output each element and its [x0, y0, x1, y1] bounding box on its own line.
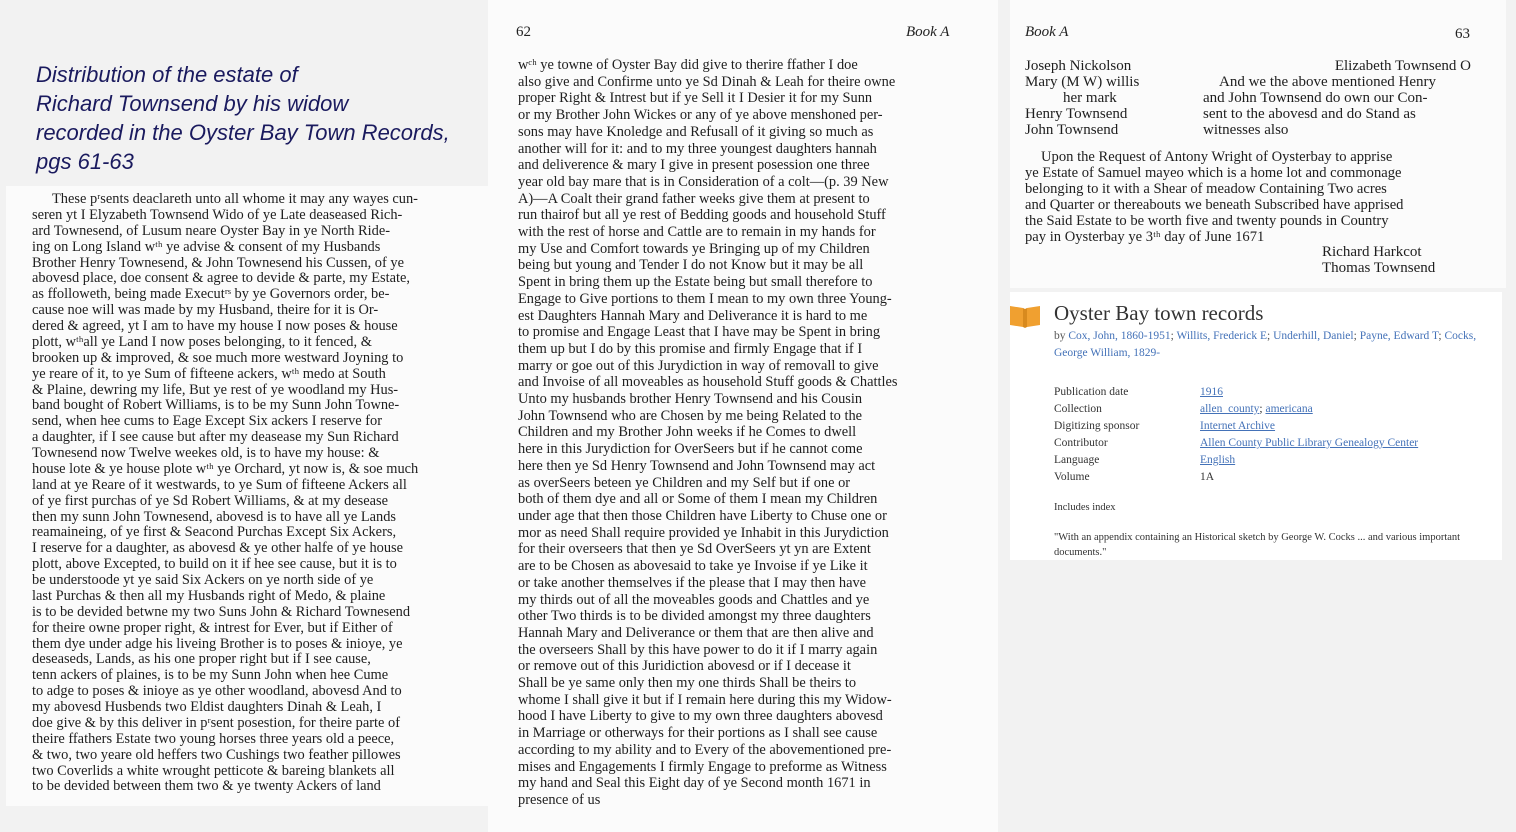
text-line: & Plaine, dewring my life, But ye rest of ye woodland my Hus-	[32, 381, 399, 398]
text-line: pay in Oysterbay ye 3ᵗʰ day of June 1671	[1025, 229, 1265, 246]
text-line: brooken up & improved, & soe much more westward Joyning to	[32, 349, 404, 366]
text-line: send, when hee cums to Eage Except Six ackers I reserve for	[32, 413, 383, 430]
running-head-63: Book A	[1025, 24, 1069, 40]
text-line: est Daughters Hannah Mary and Deliverance it is hard to me	[518, 307, 868, 324]
caption	[36, 60, 496, 176]
text-line: A)—A Coalt their grand father weeks give them at present to	[518, 190, 870, 207]
consent-line: And we the above mentioned Henry	[1219, 74, 1437, 90]
text-line: and Invoise of all moveables as household Stuff goods & Chattles	[518, 374, 898, 391]
text-line: another will for it: and to my three youngest daughters hannah	[518, 140, 877, 157]
open-book-icon	[1008, 303, 1042, 329]
page-62-text	[518, 57, 968, 809]
text-line: plott, above Excepted, to build on it if hee see cause, but it is to	[32, 556, 397, 573]
text-line: as overSeers beteen ye Children and my Self but if one or	[518, 474, 851, 491]
caption-line: Distribution of the estate of	[36, 62, 298, 87]
meta-row: Collection allen_county; americana	[1054, 401, 1418, 418]
text-line: or my Brother John Wickes or any of ye above menshoned per-	[518, 107, 883, 124]
text-line: are to be Chosen as abovesaid to take ye Invoise if ye Like it	[518, 558, 868, 575]
catalog-metadata	[1054, 384, 1418, 486]
text-line: to adge to poses & inioye as ye other woodland, abovesd And to	[32, 683, 402, 700]
text-line: presence of us	[518, 791, 601, 808]
text-line: the Said Estate to be worth five and twenty pounds in Country	[1025, 213, 1389, 230]
text-line: other Two thirds is to be divided amongst my three daughters	[518, 608, 871, 625]
contributor-link[interactable]: Allen County Public Library Genealogy Center	[1200, 437, 1419, 449]
signature-line: Joseph Nickolson	[1025, 58, 1132, 74]
text-line: land at ye Reare of it westwards, to ye Sum of fifteene Ackers all	[32, 476, 407, 493]
text-line: as ffolloweth, being made Executʳˢ by ye Governors order, be-	[32, 286, 390, 303]
text-line: year old bay mare that is in Consideration of a colt—(p. 39 New	[518, 173, 889, 190]
meta-label: Volume	[1054, 471, 1090, 483]
language-link[interactable]: English	[1200, 454, 1236, 466]
text-line: & two, two yeare old heffers two Cushings two feather pillowes	[32, 746, 401, 763]
signature-line: Elizabeth Townsend O	[1334, 58, 1471, 74]
text-line: under age that then those Children have Liberty to Chuse one or	[518, 507, 887, 524]
text-line: for theire owne proper right, & intrest for Ever, but if Either of	[32, 619, 393, 636]
text-line: and Quarter or thereabouts we beneath Subscribed have apprised	[1025, 197, 1404, 214]
text-line: theire ffathers Estate two young horses three years old a peece,	[32, 730, 395, 747]
text-line: in Marriage or otherways for their portions as I shall see cause	[518, 725, 878, 742]
author-link[interactable]: Payne, Edward T	[1359, 330, 1439, 342]
meta-label: Publication date	[1054, 386, 1129, 398]
text-line: them dye under adge his liveing Brother is to poses & inioye, ye	[32, 635, 403, 652]
text-line: be understoode yt ye said Six Ackers on ye north side of ye	[32, 572, 374, 588]
text-line: to promise and Engage Least that I have may be Spent in bring	[518, 324, 881, 341]
consent-line: witnesses also	[1203, 122, 1289, 138]
text-line: I reserve for a daughter, as abovesd & ye other halfe of ye house	[32, 540, 404, 557]
meta-label: Collection	[1054, 403, 1102, 415]
signature-line: Mary (M W) willis	[1025, 74, 1140, 90]
meta-label: Language	[1054, 454, 1100, 466]
text-line: abovesd place, doe consent & agree to devide & parte, my Estate,	[32, 270, 411, 287]
text-line: wᶜʰ ye towne of Oyster Bay did give to therire ffather I doe	[518, 57, 858, 73]
text-line: my thirds out of all the moveables goods and Chattles and ye	[518, 591, 870, 608]
text-line: here in this Jurydiction for OverSeers but if he cannot come	[518, 441, 863, 458]
text-line: Brother Henry Townesend, & John Townesend his Cussen, of ye	[32, 254, 404, 271]
signature-line: John Townsend	[1025, 122, 1119, 138]
text-line: cause noe will was made by my Husband, theire for it is Or-	[32, 302, 379, 319]
catalog-title: Oyster Bay town records	[1054, 301, 1264, 325]
text-line: with the rest of horse and Cattle are to remain in my hands for	[518, 224, 876, 241]
text-line: both of them dye and all or Some of them I mean my Children	[518, 491, 878, 508]
consent-block	[1203, 58, 1471, 138]
text-line: mises and Engagements I firmly Engage to preforme as Witness	[518, 758, 887, 775]
text-line: Children and my Brother John weeks if he Comes to dwell	[518, 424, 857, 441]
consent-line: and John Townsend do own our Con-	[1203, 90, 1428, 106]
appendix-note: "With an appendix containing an Historical sketch by George W. Cocks ... and various important documents."	[1054, 532, 1461, 558]
meta-row	[1054, 469, 1418, 486]
catalog-authors: by Cox, John, 1860-1951; Willits, Frederick E; Underhill, Daniel; Payne, Edward T; Cocks, George William, 1829-	[1054, 330, 1477, 359]
text-line: is to be devided betwne my two Suns John & Richard Townesend	[32, 603, 411, 620]
text-line: house lote & ye house plote wᵗʰ ye Orchard, yt now is, & soe much	[32, 460, 419, 477]
signature-line: her mark	[1063, 90, 1117, 106]
text-line: John Townsend who are Chosen by me being Related to the	[518, 407, 863, 424]
text-line: marry or goe out of this Jurydiction in way of removall to give	[518, 357, 879, 374]
text-line: Upon the Request of Antony Wright of Oysterbay to apprise	[1041, 149, 1393, 165]
text-line: to be devided between them two & ye twenty Ackers of land	[32, 778, 381, 795]
text-line: also give and Confirme unto ye Sd Dinah & Leah for theire owne	[518, 73, 896, 90]
signature-line: Thomas Townsend	[1322, 260, 1436, 276]
text-line: dered & agreed, yt I am to have my house I now poses & house	[32, 318, 398, 334]
by-label: by	[1054, 330, 1069, 342]
volume-value: 1A	[1200, 471, 1215, 483]
text-line: run thairof but all ye rest of Bedding goods and household Stuff	[518, 207, 886, 224]
text-line: them up but I do by this promise and firmly Engage that if I	[518, 340, 863, 357]
meta-row	[1054, 418, 1418, 435]
text-line: deseaseds, Lands, as his one proper right but if I see cause,	[32, 651, 371, 668]
text-line: Shall be ye same only then my one thirds Shall be theirs to	[518, 675, 857, 692]
text-line: two Coverlids a white wrought petticote & bareing blankets all	[32, 762, 395, 779]
text-line: my Use and Comfort towards ye Bringing up of my Children	[518, 240, 870, 257]
running-head-62: Book A	[906, 24, 950, 40]
text-line: ing on Long Island wᵗʰ ye advise & consent of my Husbands	[32, 238, 381, 255]
text-line: of ye first purchas of ye Sd Robert Williams, & at my desease	[32, 492, 389, 509]
page-number-63: 63	[1455, 26, 1470, 42]
caption-line: pgs 61-63	[36, 149, 134, 174]
author-link[interactable]: Cocks, George William, 1829-	[1054, 330, 1477, 359]
text-line: sons may have Knoledge and Refusall of it giving so much as	[518, 123, 874, 140]
text-line: hood I have Liberty to give to my own three daughters abovesd	[518, 708, 883, 725]
text-line: These pʳsents deaclareth unto all whome it may any wayes cun-	[52, 191, 418, 207]
author-link[interactable]: Willits, Frederick E	[1176, 330, 1268, 342]
text-line: tenn ackers of plaines, is to be my Sunn John when hee Cume	[32, 667, 389, 684]
text-line: Hannah Mary and Deliverance or them that are then alive and	[518, 624, 874, 641]
text-line: ye reare of it, to ye Sum of fifteene ackers, wᵗʰ medo at South	[32, 365, 386, 382]
text-line: belonging to it with a Shear of meadow Containing Two acres	[1025, 181, 1387, 198]
text-line: proper Right & Intrest but if ye Sell it I Desier it for my Sunn	[518, 90, 873, 107]
text-line: Unto my husbands brother Henry Townsend and his Cousin	[518, 391, 863, 408]
appraisal-paragraph	[1025, 149, 1471, 246]
text-line: band bought of Robert Williams, is to be my Sunn John Towne-	[32, 397, 400, 414]
text-line: Spent in bring them up the Estate being but small therefore to	[518, 274, 873, 291]
text-line: Townesend now Twelve weekes old, is to have my house: &	[32, 445, 380, 461]
witness-signatures	[1025, 58, 1139, 138]
meta-label: Digitizing sponsor	[1054, 420, 1140, 432]
text-line: mor as need Shall require provided ye Inhabit in this Jurydiction	[518, 524, 889, 541]
includes-index-note: Includes index	[1054, 502, 1116, 513]
closing-signatures	[1322, 244, 1435, 276]
text-line: ye Estate of Samuel mayeo which is a home lot and commonage	[1025, 165, 1402, 182]
collection-link[interactable]: allen_county	[1200, 403, 1260, 415]
text-line: here then ye Sd Henry Townsend and John Townsend may act	[518, 457, 876, 474]
meta-row	[1054, 435, 1418, 452]
collection-link[interactable]: americana	[1265, 403, 1313, 415]
text-line: according to my ability and to Every of the abovementioned pre-	[518, 741, 892, 758]
signature-line: Henry Townsend	[1025, 106, 1128, 122]
sponsor-link[interactable]: Internet Archive	[1200, 420, 1276, 432]
signature-line: Richard Harkcot	[1322, 244, 1422, 260]
text-line: and deliverence & mary I give in present posession one three	[518, 157, 870, 174]
caption-line: Richard Townsend by his widow	[36, 91, 349, 116]
page-number-62: 62	[516, 24, 531, 40]
meta-label: Contributor	[1054, 437, 1108, 449]
text-line: a daughter, if I see cause but after my deasease my Sun Richard	[32, 429, 399, 446]
publication-date-link[interactable]: 1916	[1200, 386, 1223, 398]
text-line: Engage to Give portions to them I mean to my own three Young-	[518, 290, 892, 307]
text-line: whome I shall give it but if I remain here during this my Widow-	[518, 691, 892, 708]
consent-line: sent to the abovesd and do Stand as	[1203, 106, 1416, 122]
text-line: seren yt I Elyzabeth Townsend Wido of ye Late deaseased Rich-	[32, 206, 403, 223]
caption-line: recorded in the Oyster Bay Town Records,	[36, 120, 450, 145]
meta-row	[1054, 384, 1418, 401]
author-link[interactable]: Underhill, Daniel	[1273, 330, 1354, 342]
text-line: last Purchas & then all my Husbands right of Medo, & plaine	[32, 587, 386, 604]
author-link[interactable]: Cox, John, 1860-1951	[1068, 330, 1171, 342]
text-line: the overseers Shall by this have power to do it if I marry again	[518, 641, 878, 658]
page-61-text	[32, 192, 484, 795]
text-line: reamaineing, of ye first & Seacond Purchas Except Six Ackers,	[32, 524, 397, 541]
text-line: ard Townesend, of Lusum neare Oyster Bay in ye North Ride-	[32, 222, 391, 239]
text-line: or remove out of this Juridiction abovesd or if I decease it	[518, 658, 851, 675]
text-line: my abovesd Husbends two Eldist daughters Dinah & Leah, I	[32, 699, 382, 715]
text-line: plott, wᵗʰall ye Land I now poses belonging, to it fenced, &	[32, 333, 372, 350]
text-line: for their overseers that then ye Sd OverSeers yt yn are Extent	[518, 541, 871, 558]
text-line: then my sunn John Townesend, abovesd is to have all ye Lands	[32, 508, 397, 525]
text-line: doe give & by this deliver in pʳsent posestion, for theire parte of	[32, 714, 401, 731]
meta-row	[1054, 452, 1418, 469]
text-line: being but young and Tender I do not Know but it may be all	[518, 257, 864, 274]
text-line: my hand and Seal this Eight day of ye Second month 1671 in	[518, 775, 871, 792]
text-line: or take another themselves if the please that I may then have	[518, 574, 867, 591]
